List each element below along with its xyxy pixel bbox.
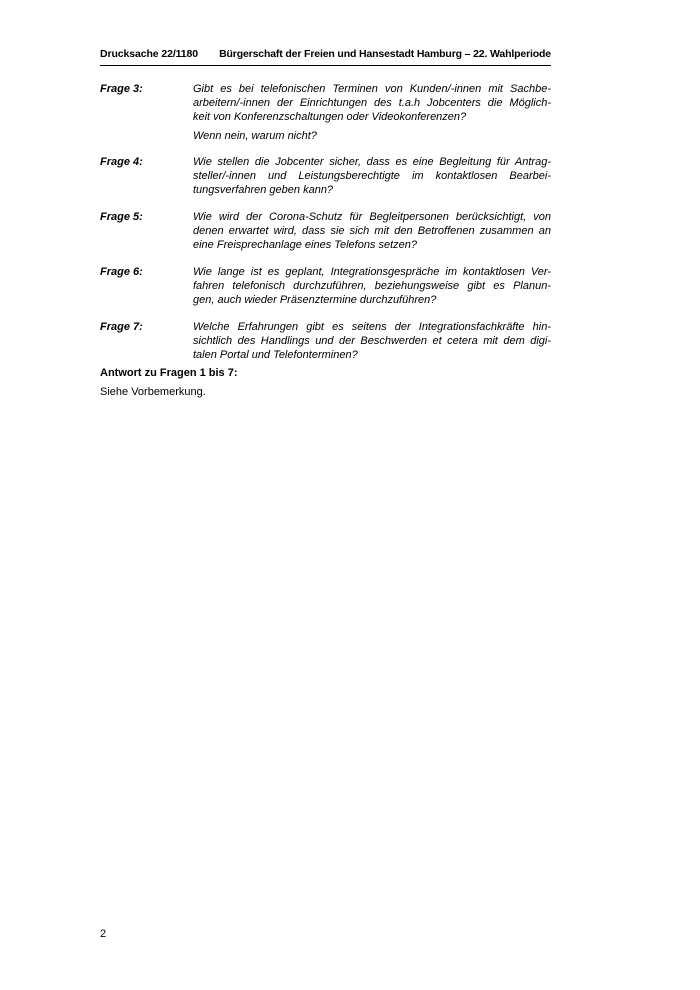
- answer-text: Siehe Vorbemerkung.: [100, 386, 206, 398]
- question-line: tungsverfahren geben kann?: [193, 184, 334, 196]
- question-label: Frage 6:: [100, 266, 143, 278]
- question-line: sichtlich des Handlings und der Beschwerden et cetera mit dem digi-: [193, 335, 551, 347]
- question-line: arbeitern/-innen der Einrichtungen des t.a.h Jobcenters die Möglich-: [193, 97, 551, 109]
- question-label: Frage 4:: [100, 156, 143, 168]
- question-line: Welche Erfahrungen gibt es seitens der Integrationsfachkräfte hin-: [193, 321, 551, 333]
- document-number: Drucksache 22/1180: [100, 48, 199, 60]
- question-label: Frage 5:: [100, 211, 143, 223]
- header-title: Bürgerschaft der Freien und Hansestadt Hamburg – 22. Wahlperiode: [219, 48, 551, 60]
- question-text: [193, 82, 551, 124]
- answer-heading: Antwort zu Fragen 1 bis 7:: [100, 367, 238, 379]
- question-label: Frage 7:: [100, 321, 143, 333]
- question-label: Frage 3:: [100, 83, 143, 95]
- question-line: steller/-innen und Leistungsberechtigte im kontaktlosen Bearbei-: [193, 170, 551, 182]
- page-number: 2: [100, 928, 107, 940]
- question-text: [193, 320, 551, 362]
- question-line: eine Freisprechanlage eines Telefons setzen?: [193, 239, 418, 251]
- page-header: [100, 47, 551, 66]
- question-line: gen, auch wieder Präsenztermine durchzuführen?: [193, 294, 437, 306]
- question-line: talen Portal und Telefonterminen?: [193, 349, 358, 361]
- question-line: Wie wird der Corona-Schutz für Begleitpersonen berücksichtigt, von: [193, 211, 551, 223]
- question-line: Gibt es bei telefonischen Terminen von Kunden/-innen mit Sachbe-: [193, 83, 551, 95]
- question-text: [193, 210, 551, 252]
- question-follow-up: Wenn nein, warum nicht?: [193, 130, 317, 142]
- question-line: Wie lange ist es geplant, Integrationsgespräche im kontaktlosen Ver-: [193, 266, 551, 278]
- question-line: denen erwartet wird, dass sie sich mit den Betroffenen zusammen an: [193, 225, 551, 237]
- question-line: keit von Konferenzschaltungen oder Videokonferenzen?: [193, 111, 467, 123]
- question-text: [193, 155, 551, 197]
- question-text: [193, 265, 551, 307]
- question-line: fahren telefonisch durchzuführen, beziehungsweise gibt es Planun-: [193, 280, 551, 292]
- question-line: Wie stellen die Jobcenter sicher, dass es eine Begleitung für Antrag-: [193, 156, 551, 168]
